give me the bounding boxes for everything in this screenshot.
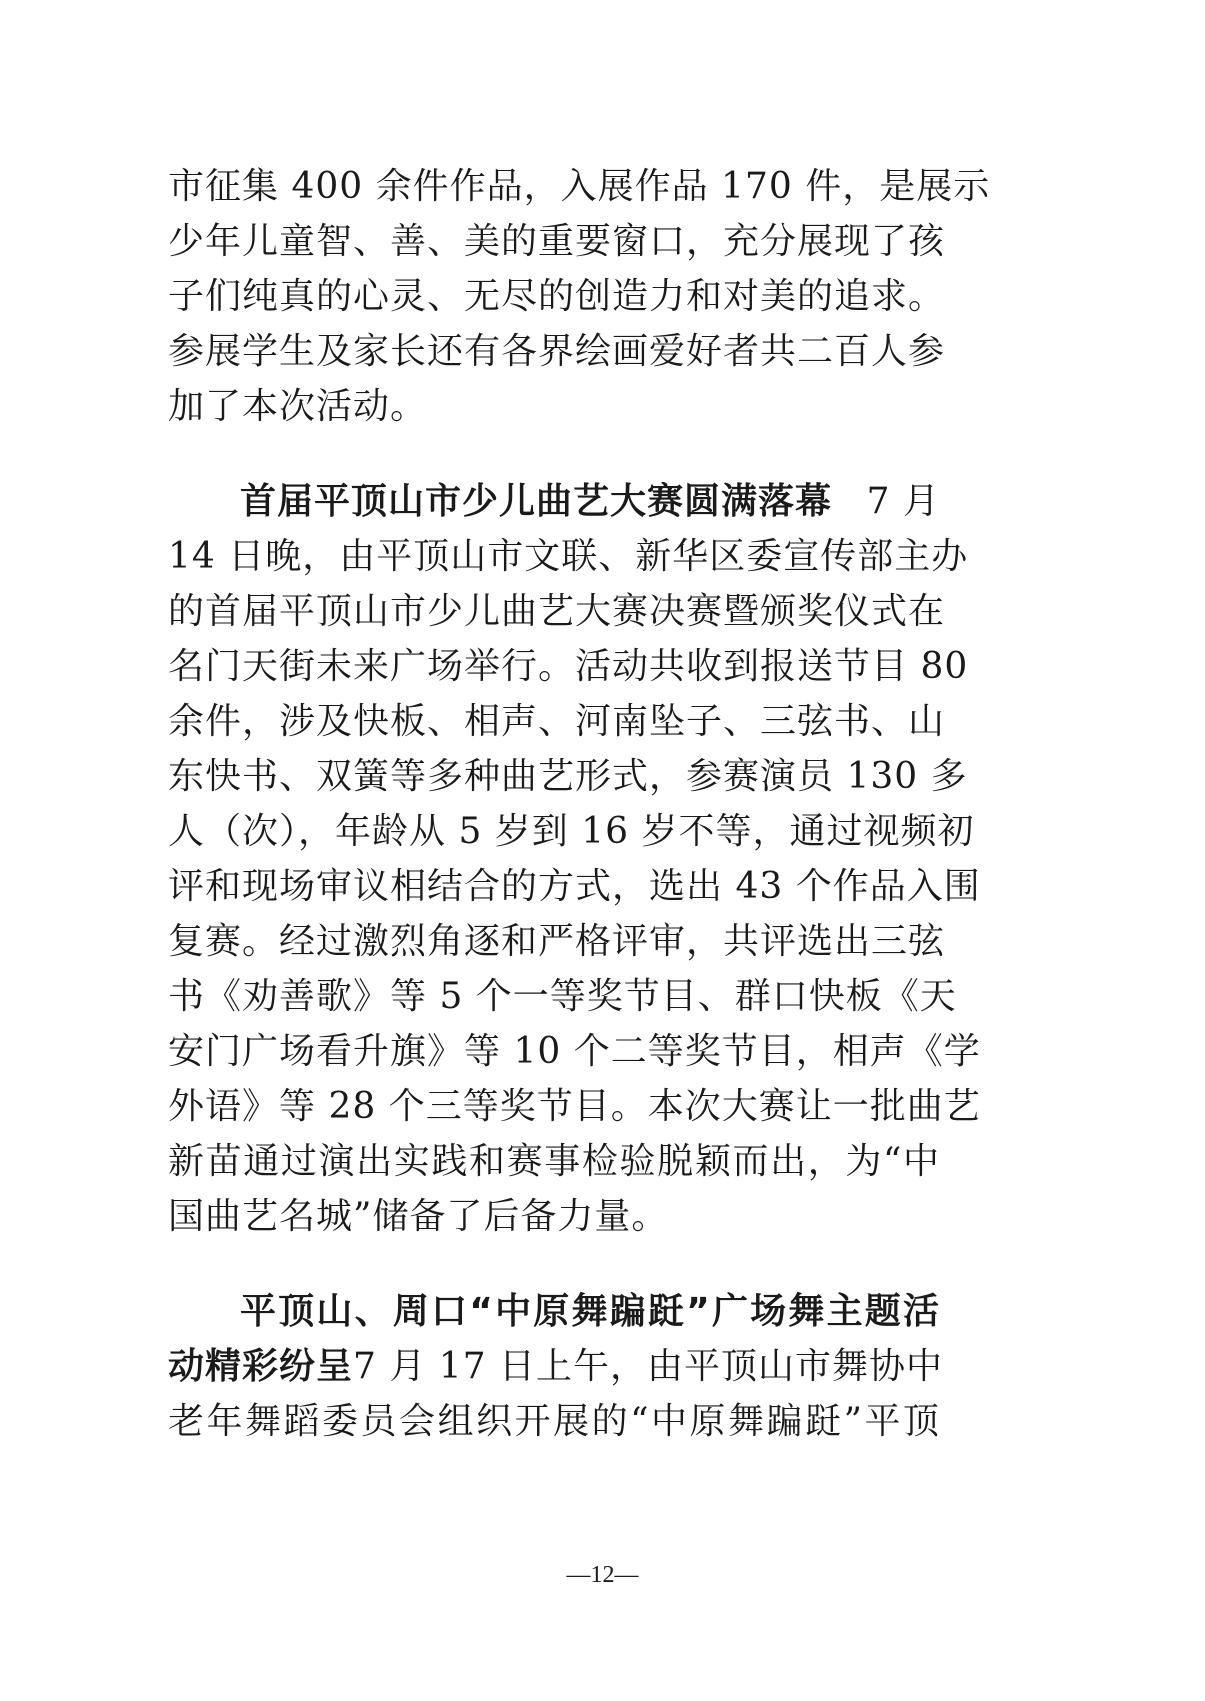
- section-heading: 平顶山、周口“中原舞蹁跹”广场舞主题活: [240, 1291, 940, 1332]
- body-text-line: 安门广场看升旗》等 10 个二等奖节目，相声《学: [168, 1031, 981, 1072]
- body-text-line: 的首届平顶山市少儿曲艺大赛决赛暨颁奖仪式在: [168, 591, 946, 632]
- body-text-line: 14 日晚，由平顶山市文联、新华区委宣传部主办: [168, 536, 969, 577]
- section-heading-line: [168, 1345, 944, 1389]
- body-text-fragment: 7 月: [866, 481, 940, 522]
- body-text-line: 外语》等 28 个三等奖节目。本次大赛让一批曲艺: [168, 1086, 981, 1127]
- body-text-line: 书《劝善歌》等 5 个一等奖节目、群口快板《天: [168, 976, 957, 1017]
- body-text-line: 东快书、双簧等多种曲艺形式，参赛演员 130 多: [168, 756, 968, 797]
- body-text-line: 参展学生及家长还有各界绘画爱好者共二百人参: [168, 331, 946, 372]
- body-text-line: 人（次），年龄从 5 岁到 16 岁不等，通过视频初: [168, 811, 975, 852]
- body-text-line: 子们纯真的心灵、无尽的创造力和对美的追求。: [168, 276, 946, 317]
- body-text-line: 国曲艺名城”储备了后备力量。: [168, 1196, 669, 1237]
- body-text-fragment: 7 月 17 日上午，由平顶山市舞协中: [353, 1346, 944, 1387]
- section-heading: 首届平顶山市少儿曲艺大赛圆满落幕: [240, 481, 833, 522]
- body-text-line: 少年儿童智、善、美的重要窗口，充分展现了孩: [168, 221, 946, 262]
- body-text-line: 评和现场审议相结合的方式，选出 43 个作品入围: [168, 866, 981, 907]
- page-number: —12—: [566, 1562, 639, 1588]
- body-text-line: 加了本次活动。: [168, 386, 428, 427]
- body-text-line: 复赛。经过激烈角逐和严格评审，共评选出三弦: [168, 921, 946, 962]
- body-text-line: 市征集 400 余件作品，入展作品 170 件，是展示: [168, 166, 991, 207]
- section-heading-line: [240, 480, 940, 524]
- body-text-line: 余件，涉及快板、相声、河南坠子、三弦书、山: [168, 701, 946, 742]
- body-text-line: 老年舞蹈委员会组织开展的“中原舞蹁跹”平顶: [168, 1401, 940, 1442]
- body-text-line: 新苗通过演出实践和赛事检验脱颖而出，为“中: [168, 1141, 940, 1182]
- body-text-line: 名门天街未来广场举行。活动共收到报送节目 80: [168, 646, 969, 687]
- section-heading-continued: 动精彩纷呈: [168, 1346, 354, 1387]
